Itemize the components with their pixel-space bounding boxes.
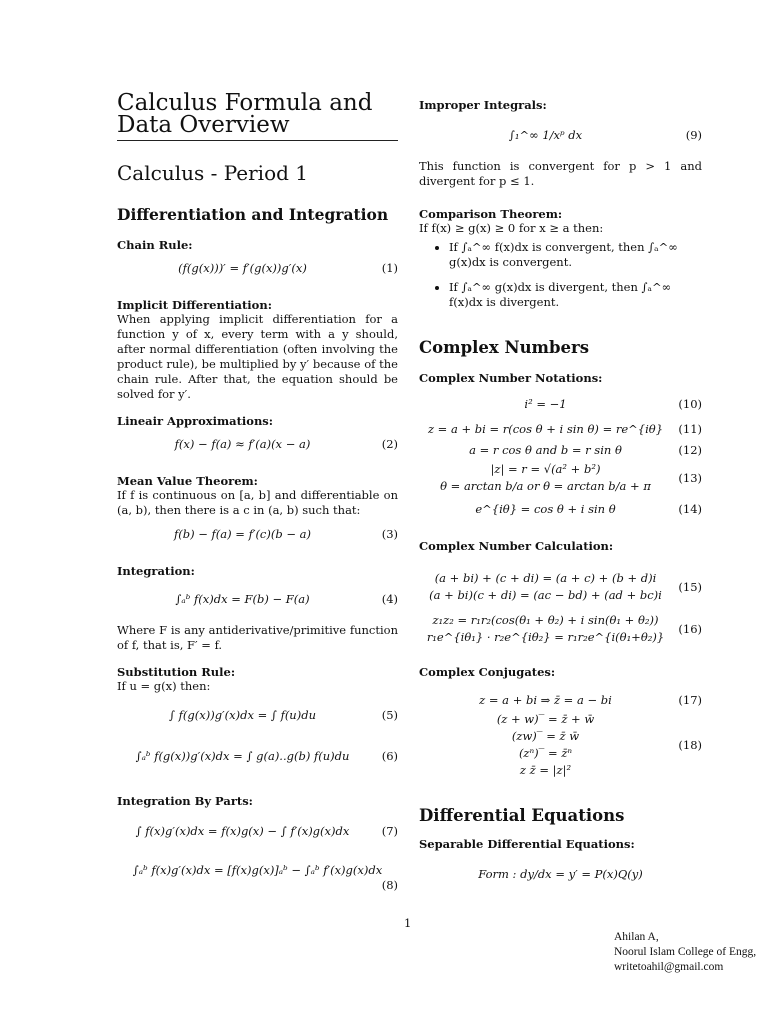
equation-1: (f(g(x)))′ = f′(g(x))g′(x) (1) xyxy=(178,261,398,275)
author-email: writetoahil@gmail.com xyxy=(614,961,724,973)
parts-title: Integration By Parts: xyxy=(117,794,253,808)
equation-12: a = r cos θ and b = r sin θ (12) xyxy=(469,443,702,457)
equation-18: (z + w)‾ = z̄ + w̄ (zw)‾ = z̄ w̄ (zⁿ)‾ = z̄ⁿ z z̄ = |z|² (18) xyxy=(496,712,702,777)
equation-7: ∫ f(x)g′(x)dx = f(x)g(x) − ∫ f′(x)g(x)dx (7) xyxy=(135,824,398,838)
equation-10: i² = −1 (10) xyxy=(524,397,702,411)
equation-8-number: (8) xyxy=(381,878,398,892)
list-item: • If ∫ₐ^∞ f(x)dx is convergent, then ∫ₐ^∞ g(x)dx is convergent. xyxy=(449,240,702,270)
page-number: 1 xyxy=(404,916,412,930)
improper-text: This function is convergent for p > 1 and divergent for p ≤ 1. xyxy=(419,159,702,188)
section-differentiation: Differentiation and Integration xyxy=(117,205,389,224)
equation-6: ∫ₐᵇ f(g(x))g′(x)dx = ∫ g(a)..g(b) f(u)du (6) xyxy=(135,749,398,763)
linear-title: Lineair Approximations: xyxy=(117,414,274,428)
equation-13: |z| = r = √(a² + b²) θ = arctan b/a or θ = arctan b/a + π (13) xyxy=(440,462,702,493)
separable-equation: Form : dy/dx = y′ = P(x)Q(y) xyxy=(478,867,643,881)
substitution-title: Substitution Rule: xyxy=(117,665,236,679)
mvt-title: Mean Value Theorem: xyxy=(117,474,258,488)
section-diffeq: Differential Equations xyxy=(419,806,625,825)
equation-17: z = a + bi ⇒ z̄ = a − bi (17) xyxy=(479,693,702,707)
integration-text: Where F is any antiderivative/primitive function of f, that is, F′ = f. xyxy=(117,623,398,652)
substitution-text: If u = g(x) then: xyxy=(117,679,211,693)
equation-5: ∫ f(g(x))g′(x)dx = ∫ f(u)du (5) xyxy=(169,708,398,722)
author-credits xyxy=(614,930,756,975)
implicit-title: Implicit Differentiation: xyxy=(117,298,272,312)
author-college: Noorul Islam College of Engg, xyxy=(614,946,757,958)
comparison-text: If f(x) ≥ g(x) ≥ 0 for x ≥ a then: xyxy=(419,221,604,235)
comparison-list xyxy=(419,240,702,310)
equation-4: ∫ₐᵇ f(x)dx = F(b) − F(a) (4) xyxy=(175,592,398,606)
equation-9: ∫₁^∞ 1/xᵖ dx (9) xyxy=(508,128,702,142)
calculation-title: Complex Number Calculation: xyxy=(419,539,614,553)
period-heading: Calculus - Period 1 xyxy=(117,161,308,185)
mvt-text: If f is continuous on [a, b] and differentiable on (a, b), then there is a c in (a, b) such that: xyxy=(117,488,398,517)
comparison-title: Comparison Theorem: xyxy=(419,207,563,221)
integration-title: Integration: xyxy=(117,564,195,578)
document-title: Calculus Formula and Data Overview xyxy=(117,92,398,141)
equation-16: z₁z₂ = r₁r₂(cos(θ₁ + θ₂) + i sin(θ₁ + θ₂)) r₁e^{iθ₁} · r₂e^{iθ₂} = r₁r₂e^{i(θ₁+θ₂)} (16) xyxy=(426,613,702,644)
notations-title: Complex Number Notations: xyxy=(419,371,603,385)
chain-rule-title: Chain Rule: xyxy=(117,238,193,252)
equation-2: f(x) − f(a) ≈ f′(a)(x − a) (2) xyxy=(174,437,398,451)
implicit-text: When applying implicit differentiation for a function y of x, every term with a y should, after normal differentiation (often involving the product rule), be multiplied by y′ because of the chain rule. After that, the equation should be solved for y′. xyxy=(117,312,398,401)
equation-8: ∫ₐᵇ f(x)g′(x)dx = [f(x)g(x)]ₐᵇ − ∫ₐᵇ f′(x)g(x)dx xyxy=(132,863,383,877)
equation-15: (a + bi) + (c + di) = (a + c) + (b + d)i (a + bi)(c + di) = (ac − bd) + (ad + bc)i (15) xyxy=(429,571,702,602)
left-column xyxy=(117,92,398,893)
equation-3: f(b) − f(a) = f′(c)(b − a) (3) xyxy=(174,527,398,541)
improper-title: Improper Integrals: xyxy=(419,98,547,112)
equation-11: z = a + bi = r(cos θ + i sin θ) = re^{iθ} (11) xyxy=(427,422,702,436)
separable-title: Separable Differential Equations: xyxy=(419,837,635,851)
list-item: • If ∫ₐ^∞ g(x)dx is divergent, then ∫ₐ^∞ f(x)dx is divergent. xyxy=(449,280,702,310)
conjugates-title: Complex Conjugates: xyxy=(419,665,556,679)
right-column xyxy=(419,92,702,882)
section-complex: Complex Numbers xyxy=(419,338,590,357)
author-name: Ahilan A, xyxy=(614,931,659,943)
equation-14: e^{iθ} = cos θ + i sin θ (14) xyxy=(475,502,702,516)
